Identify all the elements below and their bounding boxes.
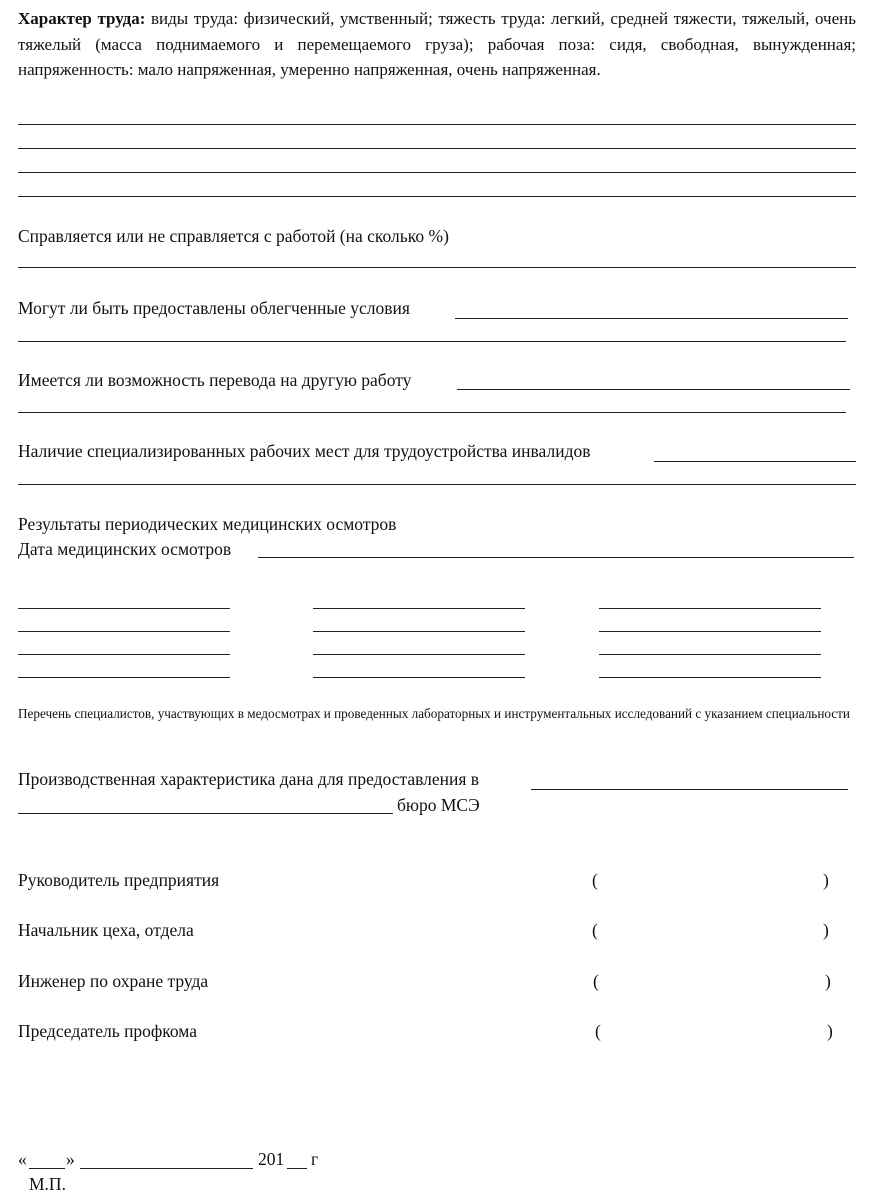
transfer-question: Имеется ли возможность перевода на другую работу [18, 370, 412, 390]
answer-line[interactable] [654, 461, 856, 462]
date-quote-open: « [18, 1149, 27, 1169]
day-line[interactable] [29, 1168, 65, 1169]
signature-role: Начальник цеха, отдела [18, 920, 194, 940]
month-line[interactable] [80, 1168, 253, 1169]
answer-line[interactable] [313, 631, 525, 632]
answer-line[interactable] [599, 654, 821, 655]
year-suffix: г [311, 1149, 319, 1169]
answer-line[interactable] [313, 654, 525, 655]
answer-line[interactable] [18, 172, 856, 173]
answer-line[interactable] [18, 677, 230, 678]
answer-line[interactable] [18, 654, 230, 655]
signature-close-paren: ) [823, 920, 829, 940]
answer-line[interactable] [18, 341, 846, 342]
answer-line[interactable] [18, 412, 846, 413]
answer-line[interactable] [18, 124, 856, 125]
answer-line[interactable] [455, 318, 848, 319]
bureau-label: бюро МСЭ [397, 795, 480, 815]
work-nature-label: Характер труда: [18, 9, 146, 28]
answer-line[interactable] [18, 608, 230, 609]
signature-role: Инженер по охране труда [18, 971, 209, 991]
purpose-text: Производственная характеристика дана для предоставления в [18, 769, 480, 789]
stamp-place: М.П. [29, 1174, 66, 1194]
med-dates-label: Дата медицинских осмотров [18, 539, 232, 559]
signature-close-paren: ) [825, 971, 831, 991]
signature-close-paren: ) [827, 1021, 833, 1041]
answer-line[interactable] [599, 608, 821, 609]
easier-conditions-question: Могут ли быть предоставлены облегченные условия [18, 298, 410, 318]
answer-line[interactable] [18, 484, 856, 485]
signature-open-paren: ( [593, 971, 599, 991]
answer-line[interactable] [599, 677, 821, 678]
answer-line[interactable] [18, 267, 856, 268]
specialists-note: Перечень специалистов, участвующих в медосмотрах и проведенных лабораторных и инструментальных исследований с указанием специальности [18, 706, 850, 721]
year-prefix: 201 [258, 1149, 285, 1169]
answer-line[interactable] [18, 148, 856, 149]
signature-open-paren: ( [592, 920, 598, 940]
answer-line[interactable] [531, 789, 848, 790]
year-line[interactable] [287, 1168, 307, 1169]
answer-line[interactable] [313, 677, 525, 678]
signature-role: Председатель профкома [18, 1021, 198, 1041]
answer-line[interactable] [599, 631, 821, 632]
date-quote-close: » [66, 1149, 75, 1169]
answer-line[interactable] [18, 813, 393, 814]
signature-open-paren: ( [592, 870, 598, 890]
answer-line[interactable] [18, 631, 230, 632]
answer-line[interactable] [313, 608, 525, 609]
special-workplaces-question: Наличие специализированных рабочих мест для трудоустройства инвалидов [18, 441, 591, 461]
work-nature-paragraph [18, 6, 856, 83]
med-results-label: Результаты периодических медицинских осмотров [18, 514, 397, 534]
signature-open-paren: ( [595, 1021, 601, 1041]
signature-role: Руководитель предприятия [18, 870, 220, 890]
answer-line[interactable] [18, 196, 856, 197]
copes-question: Справляется или не справляется с работой (на сколько %) [18, 226, 449, 246]
signature-close-paren: ) [823, 870, 829, 890]
answer-line[interactable] [258, 557, 854, 558]
work-nature-text: виды труда: физический, умственный; тяжесть труда: легкий, средней тяжести, тяжелый, очень тяжелый (масса поднимаемого и перемещаемого груза); рабочая поза: сидя, свободная, вынужденная; напряженность: мало напряженная, умеренно напряженная, очень напряженная. [18, 9, 856, 79]
answer-line[interactable] [457, 389, 850, 390]
